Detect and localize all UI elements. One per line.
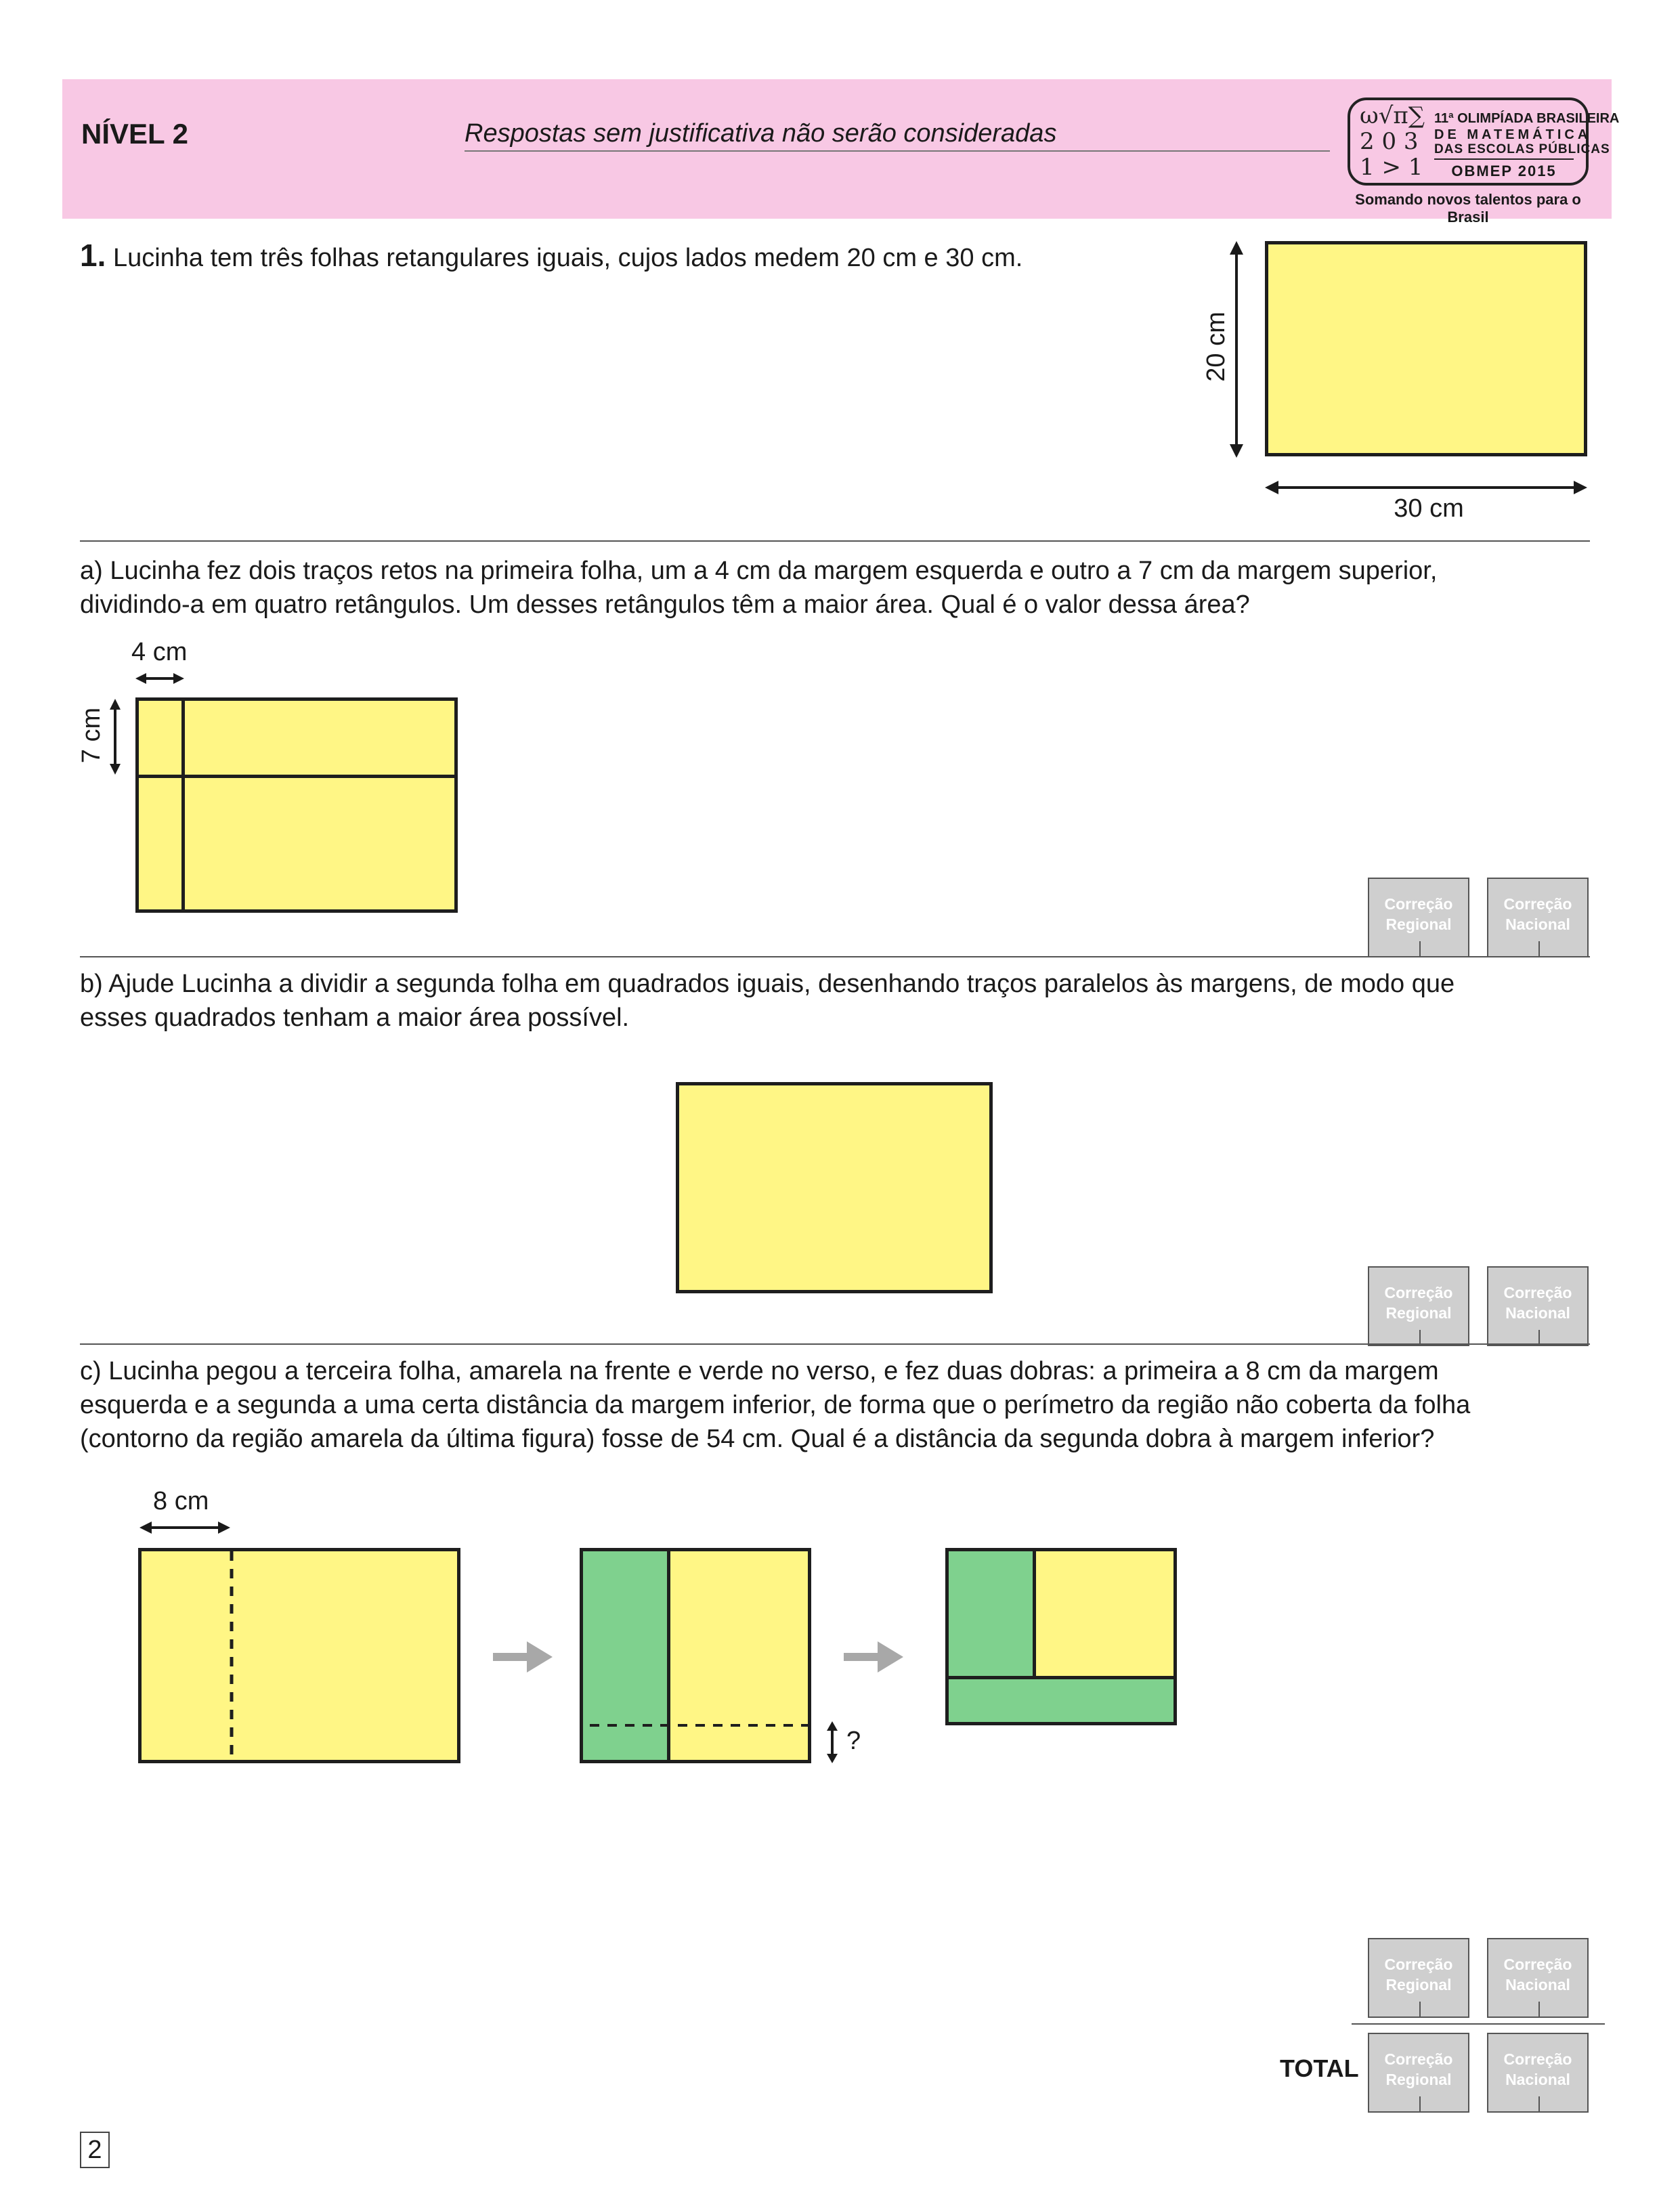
part-c-step-2-sheet bbox=[580, 1548, 811, 1763]
obmep-logo-icon: ω√π∑ 2 0 3 1 > 1 bbox=[1360, 102, 1425, 181]
divider-b bbox=[80, 1343, 1590, 1345]
corr-tick bbox=[1419, 2096, 1421, 2111]
correcao-nacional-total bbox=[1487, 2033, 1589, 2113]
corr-label: Correção bbox=[1384, 2050, 1453, 2068]
part-c-line-1: c) Lucinha pegou a terceira folha, amarela na frente e verde no verso, e fez duas dobras: a primeira a 8 cm da margem bbox=[80, 1357, 1439, 1385]
part-c-fold-line-2 bbox=[583, 1723, 808, 1727]
corr-label: Correção bbox=[1503, 1284, 1572, 1301]
part-c-fold-label: 8 cm bbox=[153, 1487, 209, 1515]
corr-label: Correção bbox=[1384, 1284, 1453, 1301]
part-a-line-2: dividindo-a em quatro retângulos. Um desses retângulos têm a maior área. Qual é o valor dessa área? bbox=[80, 590, 1250, 619]
question-1-text: Lucinha tem três folhas retangulares iguais, cujos lados medem 20 cm e 30 cm. bbox=[112, 244, 1023, 272]
question-1-statement bbox=[80, 238, 1022, 275]
corr-tick bbox=[1419, 1330, 1421, 1345]
corr-tick bbox=[1538, 1330, 1540, 1345]
part-c-fold-line-1 bbox=[230, 1551, 234, 1760]
question-number: 1. bbox=[80, 238, 106, 273]
part-a-height-label: 7 cm bbox=[77, 707, 106, 764]
part-c-step-3-green-bottom bbox=[949, 1679, 1173, 1722]
logo-line-4: OBMEP 2015 bbox=[1451, 163, 1557, 179]
part-c-step-3-green-left bbox=[949, 1551, 1033, 1676]
correcao-regional-total bbox=[1368, 2033, 1469, 2113]
part-a-line-1: a) Lucinha fez dois traços retos na primeira folha, um a 4 cm da margem esquerda e outro a 7 cm da margem superior, bbox=[80, 557, 1438, 585]
corr-label: Nacional bbox=[1505, 2071, 1570, 2088]
corr-tick bbox=[1538, 941, 1540, 956]
logo-line-3: DAS ESCOLAS PÚBLICAS bbox=[1434, 142, 1610, 156]
logo-rule bbox=[1434, 158, 1574, 160]
part-a-width-label: 4 cm bbox=[131, 638, 188, 666]
corr-label: Correção bbox=[1384, 1956, 1453, 1973]
level-title: NÍVEL 2 bbox=[81, 118, 188, 150]
part-c-step-1-sheet bbox=[138, 1548, 460, 1763]
correcao-regional-a bbox=[1368, 878, 1469, 957]
correcao-nacional-c bbox=[1487, 1938, 1589, 2018]
divider-total bbox=[1352, 2023, 1605, 2025]
part-c-question-arrow bbox=[825, 1721, 840, 1763]
correcao-regional-c bbox=[1368, 1938, 1469, 2018]
width-label-q1: 30 cm bbox=[1394, 494, 1464, 523]
corr-label: Correção bbox=[1384, 895, 1453, 913]
header-subtitle: Respostas sem justificativa não serão consideradas bbox=[465, 119, 1057, 148]
divider-a bbox=[80, 956, 1590, 957]
part-c-line-3: (contorno da região amarela da última figura) fosse de 54 cm. Qual é a distância da segunda dobra à margem inferior? bbox=[80, 1425, 1435, 1453]
part-b-sheet bbox=[676, 1082, 993, 1293]
header-rule bbox=[465, 150, 1330, 152]
logo-tagline: Somando novos talentos para o Brasil bbox=[1355, 191, 1581, 225]
correcao-regional-b bbox=[1368, 1266, 1469, 1346]
part-c-question-mark: ? bbox=[846, 1727, 861, 1755]
corr-tick bbox=[1419, 2002, 1421, 2016]
part-c-step-2-green-flap bbox=[583, 1551, 667, 1760]
corr-label: Regional bbox=[1385, 915, 1452, 933]
part-c-line-2: esquerda e a segunda a uma certa distância da margem inferior, de forma que o perímetro da região não coberta da folha bbox=[80, 1391, 1471, 1419]
arrow-right-icon bbox=[493, 1641, 553, 1673]
part-c-fold-arrow bbox=[139, 1518, 230, 1537]
total-label: TOTAL bbox=[1280, 2054, 1359, 2082]
corr-tick bbox=[1419, 941, 1421, 956]
part-a-height-arrow bbox=[107, 699, 123, 775]
corr-tick bbox=[1538, 2002, 1540, 2016]
correcao-nacional-a bbox=[1487, 878, 1589, 957]
page-number: 2 bbox=[80, 2132, 110, 2168]
corr-label: Nacional bbox=[1505, 915, 1570, 933]
part-a-width-arrow bbox=[135, 670, 184, 687]
sheet-figure-q1 bbox=[1265, 241, 1587, 456]
part-b-line-2: esses quadrados tenham a maior área possível. bbox=[80, 1004, 630, 1032]
corr-label: Correção bbox=[1503, 1956, 1572, 1973]
corr-label: Nacional bbox=[1505, 1976, 1570, 1993]
part-b-line-1: b) Ajude Lucinha a dividir a segunda folha em quadrados iguais, desenhando traços paralelos às margens, de modo que bbox=[80, 970, 1455, 998]
part-a-sheet bbox=[135, 697, 458, 913]
logo-line-2: DE MATEMÁTICA bbox=[1434, 127, 1591, 142]
corr-tick bbox=[1538, 2096, 1540, 2111]
corr-label: Correção bbox=[1503, 2050, 1572, 2068]
corr-label: Regional bbox=[1385, 2071, 1452, 2088]
part-c-step-3-sheet bbox=[945, 1548, 1177, 1725]
logo-line-1: 11ª OLIMPÍADA BRASILEIRA bbox=[1434, 111, 1620, 126]
corr-label: Regional bbox=[1385, 1976, 1452, 1993]
part-a-vertical-line bbox=[181, 701, 185, 909]
height-label-q1: 20 cm bbox=[1202, 311, 1230, 382]
corr-label: Nacional bbox=[1505, 1304, 1570, 1322]
divider-q1 bbox=[80, 540, 1590, 542]
corr-label: Regional bbox=[1385, 1304, 1452, 1322]
corr-label: Correção bbox=[1503, 895, 1572, 913]
arrow-right-icon bbox=[844, 1641, 903, 1673]
part-c-step-2-fold-edge bbox=[667, 1551, 670, 1760]
correcao-nacional-b bbox=[1487, 1266, 1589, 1346]
part-a-horizontal-line bbox=[139, 775, 454, 778]
part-c-step-3-vertical-edge bbox=[1033, 1551, 1036, 1676]
